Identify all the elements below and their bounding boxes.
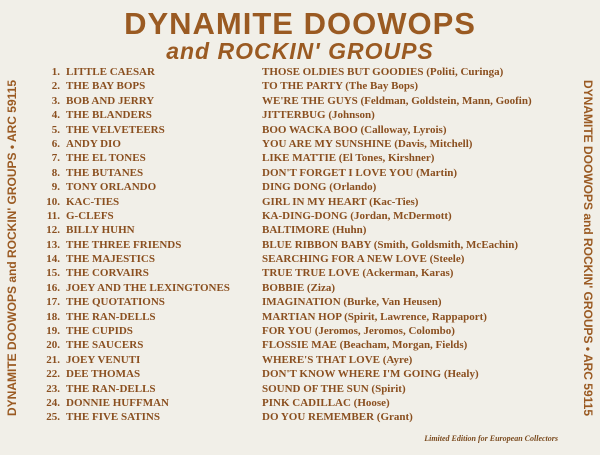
track-number: 8. <box>51 166 60 179</box>
track-row <box>36 252 556 266</box>
track-song: TRUE TRUE LOVE (Ackerman, Karas) <box>262 267 454 280</box>
track-song: BALTIMORE (Huhn) <box>262 224 367 237</box>
track-song: WHERE'S THAT LOVE (Ayre) <box>262 353 413 366</box>
track-number: 6. <box>51 137 60 150</box>
track-row <box>36 396 556 410</box>
spine-left <box>4 50 20 445</box>
track-artist: BOB AND JERRY <box>66 94 155 107</box>
track-list <box>36 65 556 425</box>
track-artist: KAC-TIES <box>66 195 120 208</box>
track-song: BOBBIE (Ziza) <box>262 281 336 294</box>
track-song: LIKE MATTIE (El Tones, Kirshner) <box>262 152 435 165</box>
track-artist: THE VELVETEERS <box>66 123 165 136</box>
track-row <box>36 223 556 237</box>
track-artist: THE EL TONES <box>66 152 146 165</box>
footer-note: Limited Edition for European Collectors <box>424 434 558 443</box>
track-song: BOO WACKA BOO (Calloway, Lyrois) <box>262 123 447 136</box>
track-artist: THE THREE FRIENDS <box>66 238 182 251</box>
track-row <box>36 310 556 324</box>
track-row <box>36 281 556 295</box>
track-song: KA-DING-DONG (Jordan, McDermott) <box>262 209 452 222</box>
track-row <box>36 353 556 367</box>
track-number: 12. <box>46 224 60 237</box>
track-number: 18. <box>46 310 60 323</box>
track-artist: ANDY DIO <box>66 137 121 150</box>
track-artist: THE BUTANES <box>66 166 144 179</box>
track-artist: THE BAY BOPS <box>66 80 146 93</box>
track-number: 5. <box>51 123 60 136</box>
track-artist: THE CORVAIRS <box>66 267 149 280</box>
track-row <box>36 410 556 424</box>
track-row <box>36 266 556 280</box>
track-artist: THE BLANDERS <box>66 109 152 122</box>
track-artist: DEE THOMAS <box>66 368 141 381</box>
track-number: 19. <box>46 325 60 338</box>
track-song: JITTERBUG (Johnson) <box>262 109 375 122</box>
track-song: THOSE OLDIES BUT GOODIES (Politi, Curinga) <box>262 66 504 78</box>
track-number: 20. <box>46 339 60 352</box>
track-number: 9. <box>51 181 60 194</box>
track-number: 17. <box>46 296 60 309</box>
title-line-2: and ROCKIN' GROUPS <box>166 38 434 64</box>
track-artist: THE RAN-DELLS <box>66 310 156 323</box>
track-song: PINK CADILLAC (Hoose) <box>262 396 390 409</box>
track-number: 13. <box>46 238 60 251</box>
track-row <box>36 209 556 223</box>
track-number: 25. <box>46 411 60 424</box>
spine-left-text: DYNAMITE DOOWOPS and ROCKIN' GROUPS • ARC 59115 <box>5 79 19 416</box>
track-row <box>36 295 556 309</box>
track-artist: THE CUPIDS <box>66 325 133 338</box>
track-artist: THE SAUCERS <box>66 339 144 352</box>
track-row <box>36 151 556 165</box>
track-song: WE'RE THE GUYS (Feldman, Goldstein, Mann, Goofin) <box>262 94 532 107</box>
track-song: GIRL IN MY HEART (Kac-Ties) <box>262 195 419 208</box>
track-row <box>36 79 556 93</box>
track-number: 11. <box>46 209 60 222</box>
track-number: 14. <box>46 253 60 266</box>
track-number: 24. <box>46 396 60 409</box>
track-number: 22. <box>46 368 60 381</box>
track-row <box>36 367 556 381</box>
track-row <box>36 324 556 338</box>
track-song: FOR YOU (Jeromos, Jeromos, Colombo) <box>262 325 455 338</box>
track-artist: TONY ORLANDO <box>66 181 157 194</box>
track-artist: DONNIE HUFFMAN <box>66 396 169 409</box>
track-artist: THE RAN-DELLS <box>66 382 156 395</box>
track-artist: JOEY AND THE LEXINGTONES <box>66 281 230 294</box>
track-row <box>36 238 556 252</box>
track-row <box>36 180 556 194</box>
track-row <box>36 338 556 352</box>
track-song: DING DONG (Orlando) <box>262 181 377 194</box>
track-song: DO YOU REMEMBER (Grant) <box>262 411 413 424</box>
track-artist: THE FIVE SATINS <box>66 411 160 424</box>
track-number: 23. <box>46 382 60 395</box>
track-song: FLOSSIE MAE (Beacham, Morgan, Fields) <box>262 339 468 352</box>
track-song: DON'T KNOW WHERE I'M GOING (Healy) <box>262 368 479 381</box>
track-row <box>36 166 556 180</box>
track-song: MARTIAN HOP (Spirit, Lawrence, Rappaport) <box>262 310 487 323</box>
track-song: SEARCHING FOR A NEW LOVE (Steele) <box>262 253 465 266</box>
track-row <box>36 137 556 151</box>
track-song: SOUND OF THE SUN (Spirit) <box>262 382 406 395</box>
track-number: 2. <box>51 80 60 93</box>
title-line-1: DYNAMITE DOOWOPS <box>124 6 476 41</box>
track-number: 10. <box>46 195 60 208</box>
track-song: BLUE RIBBON BABY (Smith, Goldsmith, McEachin) <box>262 238 518 251</box>
track-number: 1. <box>51 66 60 78</box>
spine-right-text: DYNAMITE DOOWOPS and ROCKIN' GROUPS • ARC 59115 <box>581 79 595 416</box>
track-artist: THE MAJESTICS <box>66 253 155 266</box>
track-artist: LITTLE CAESAR <box>66 66 155 78</box>
track-song: IMAGINATION (Burke, Van Heusen) <box>262 296 442 309</box>
track-number: 7. <box>51 152 60 165</box>
track-song: TO THE PARTY (The Bay Bops) <box>262 80 418 93</box>
track-song: YOU ARE MY SUNSHINE (Davis, Mitchell) <box>262 137 473 150</box>
track-number: 21. <box>46 353 60 366</box>
track-row <box>36 108 556 122</box>
track-row <box>36 123 556 137</box>
track-number: 16. <box>46 281 60 294</box>
track-artist: G-CLEFS <box>66 209 114 222</box>
track-artist: JOEY VENUTI <box>66 353 141 366</box>
track-row <box>36 382 556 396</box>
track-number: 15. <box>46 267 60 280</box>
spine-right <box>580 50 596 445</box>
track-row <box>36 94 556 108</box>
track-number: 4. <box>51 109 60 122</box>
track-artist: THE QUOTATIONS <box>66 296 165 309</box>
track-row <box>36 195 556 209</box>
track-song: DON'T FORGET I LOVE YOU (Martin) <box>262 166 458 179</box>
track-row <box>36 65 556 79</box>
track-number: 3. <box>51 94 60 107</box>
track-artist: BILLY HUHN <box>66 224 135 237</box>
